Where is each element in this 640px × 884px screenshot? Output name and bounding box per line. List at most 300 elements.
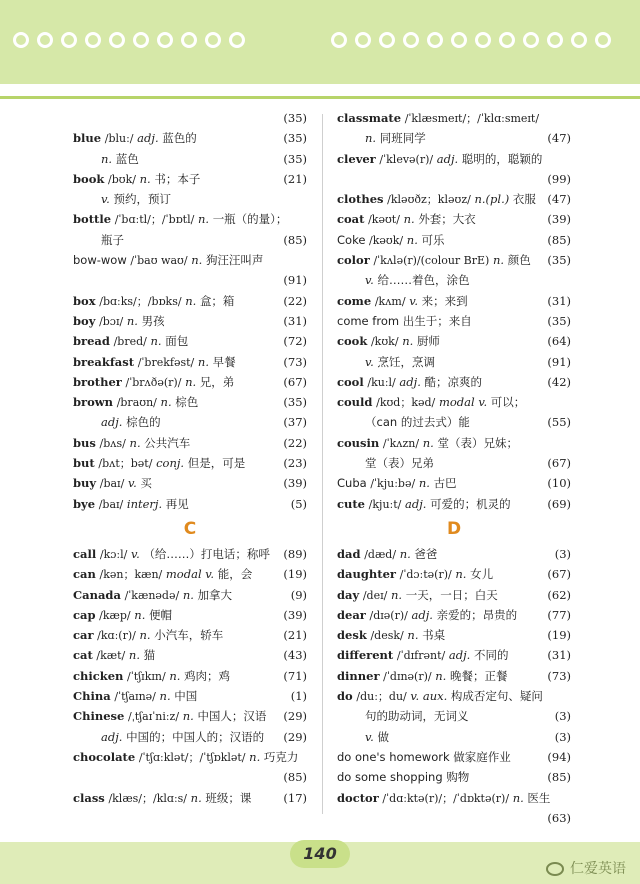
entry-page-ref: (35): [281, 392, 307, 412]
entry-phonetic: /kuːl/: [367, 375, 396, 389]
entry-headword: day: [337, 587, 360, 602]
entry-pos: adj.: [101, 415, 123, 430]
entry-phonetic: /deɪ/: [362, 588, 388, 602]
glossary-entry: [73, 372, 307, 392]
ring-icon: [331, 32, 347, 48]
entry-page-ref: (10): [545, 473, 571, 493]
entry-page-ref: (1): [289, 686, 307, 706]
entry-phonetic: /kəʊk/: [369, 233, 404, 247]
entry-headword: desk: [337, 628, 367, 643]
entry-pos: n.: [139, 628, 151, 643]
ring-icon: [475, 32, 491, 48]
entry-definition: 蓝色的: [162, 131, 197, 146]
entry-pos: v.: [365, 273, 374, 288]
entry-headword: doctor: [337, 790, 379, 805]
entry-page-ref: (9): [289, 585, 307, 605]
entry-phonetic: /kləʊðz；kləʊz/: [387, 193, 471, 207]
glossary-entry: [337, 788, 571, 808]
entry-page-ref: (37): [281, 412, 307, 432]
entry-definition: 出生于；来自: [402, 313, 472, 328]
glossary-entry: [337, 747, 571, 767]
entry-headword: come: [337, 293, 372, 308]
entry-phonetic: /ˈdɑːktə(r)/；/ˈdɒktə(r)/: [382, 791, 510, 805]
watermark: [546, 858, 626, 878]
entry-phonetic: /kʌm/: [374, 294, 406, 308]
section-letter: C: [183, 518, 197, 539]
glossary-entry: [337, 494, 571, 514]
ring-icon: [13, 32, 29, 48]
entry-headword: could: [337, 395, 373, 410]
glossary-entry: [73, 270, 307, 290]
glossary-entry: [73, 605, 307, 625]
glossary-entry: [337, 666, 571, 686]
entry-headword: cousin: [337, 435, 380, 450]
entry-page-ref: (5): [289, 494, 307, 514]
entry-definition: 堂（表）兄弟: [365, 456, 434, 471]
entry-pos: n.: [422, 435, 434, 450]
entry-phonetic: /ˈklæsmeɪt/；/ˈklɑːsmeɪt/: [404, 112, 540, 125]
entry-headword: blue: [73, 131, 102, 146]
glossary-entry: [337, 433, 571, 453]
entry-definition: 再见: [165, 496, 189, 511]
ring-icon: [595, 32, 611, 48]
glossary-entry: [337, 473, 571, 493]
entry-definition: 给……着色，涂色: [377, 273, 470, 288]
entry-phonetic: /ˈkjuːbə/: [370, 477, 416, 491]
entry-pos: n.: [197, 354, 209, 369]
glossary-entry: [337, 352, 571, 372]
entry-pos: n.: [418, 476, 430, 491]
entry-phonetic: /duː；du/: [356, 690, 407, 704]
glossary-entry: [337, 149, 571, 169]
entry-phonetic: /ˈtʃɪkɪn/: [127, 669, 166, 683]
entry-definition: 早餐: [212, 354, 236, 369]
entry-phonetic: /ˈtʃaɪnə/: [114, 690, 156, 704]
entry-definition: 堂（表）兄妹；: [437, 435, 518, 450]
entry-headword: do some shopping: [337, 770, 443, 785]
ring-icon: [229, 32, 245, 48]
entry-pos: n.: [134, 607, 146, 622]
ring-icon: [37, 32, 53, 48]
entry-definition: 鸡肉；鸡: [184, 668, 231, 683]
entry-pos: n.: [182, 709, 194, 724]
entry-pos: n.: [101, 151, 113, 166]
entry-page-ref: (99): [545, 169, 571, 189]
entry-phonetic: /klæs/；/klɑːs/: [108, 791, 188, 805]
entry-pos: n.: [390, 587, 403, 602]
entry-pos: n.: [160, 395, 172, 410]
entry-page-ref: (31): [545, 645, 571, 665]
entry-pos: n.: [407, 628, 419, 643]
entry-phonetic: /dɪə(r)/: [369, 608, 408, 622]
entry-phonetic: /bluː/: [104, 132, 134, 146]
entry-page-ref: (67): [281, 372, 307, 392]
entry-headword: boy: [73, 313, 96, 328]
entry-definition: 厨师: [416, 334, 440, 349]
glossary-entry: [73, 666, 307, 686]
entry-page-ref: (35): [545, 311, 571, 331]
glossary-entry: [73, 352, 307, 372]
entry-definition: 构成否定句、疑问: [450, 689, 543, 704]
ring-icon: [379, 32, 395, 48]
glossary-entry: [73, 494, 307, 514]
entry-phonetic: /kɑː(r)/: [97, 629, 136, 643]
glossary-entry: [73, 767, 307, 787]
entry-definition: 一天，一日；白天: [405, 587, 498, 602]
entry-definition: 烹饪，烹调: [377, 354, 435, 369]
entry-definition: 公共汽车: [144, 435, 191, 450]
glossary-entry: [337, 230, 571, 250]
entry-phonetic: /braʊn/: [116, 396, 157, 410]
entry-headword: buy: [73, 476, 97, 491]
entry-pos: n.: [126, 313, 138, 328]
ring-icon: [205, 32, 221, 48]
entry-definition: 兄，弟: [199, 374, 235, 389]
entry-definition: 爸爸: [414, 546, 438, 561]
entry-definition: 聪明的，聪颖的: [461, 151, 543, 166]
entry-pos: n.: [150, 334, 162, 349]
entry-pos: n.: [139, 171, 151, 186]
entry-definition: 亲爱的；昂贵的: [436, 607, 518, 622]
entry-headword: daughter: [337, 567, 396, 582]
glossary-entry: [337, 453, 571, 473]
entry-page-ref: (63): [545, 808, 571, 828]
entry-phonetic: /ˈdɪfrənt/: [396, 649, 446, 663]
glossary-entry: [337, 727, 571, 747]
entry-definition: 晚餐；正餐: [449, 668, 508, 683]
entry-headword: do: [337, 689, 353, 704]
entry-pos: modal v.: [438, 395, 488, 410]
entry-phonetic: /kən；kæn/: [99, 568, 163, 582]
entry-pos: n.: [402, 334, 414, 349]
entry-headword: cap: [73, 607, 96, 622]
glossary-column-left: [73, 108, 307, 808]
entry-definition: 女儿: [470, 567, 494, 582]
entry-page-ref: (39): [281, 473, 307, 493]
entry-pos: n.: [365, 131, 377, 146]
entry-phonetic: /ˈdɔːtə(r)/: [399, 568, 452, 582]
entry-phonetic: /kjuːt/: [368, 497, 402, 511]
entry-pos: n.: [403, 212, 415, 227]
entry-headword: bottle: [73, 212, 112, 227]
entry-definition: 预约，预订: [113, 192, 171, 207]
entry-definition: 做家庭作业: [453, 749, 511, 764]
entry-pos: modal v.: [165, 567, 215, 582]
glossary-entry: [73, 625, 307, 645]
entry-pos: v.: [130, 546, 140, 561]
ring-icon: [571, 32, 587, 48]
entry-definition: 盒；箱: [199, 293, 235, 308]
entry-page-ref: (77): [545, 605, 571, 625]
entry-phonetic: /ˈkʌzn/: [382, 436, 420, 450]
glossary-entry: [337, 331, 571, 351]
entry-headword: call: [73, 546, 97, 561]
entry-definition: 棕色的: [126, 415, 161, 430]
entry-page-ref: (35): [545, 250, 571, 270]
entry-page-ref: (89): [281, 544, 307, 564]
entry-definition: 买: [140, 476, 152, 491]
entry-headword: do one's homework: [337, 749, 450, 764]
entry-phonetic: /bɔɪ/: [99, 314, 124, 328]
entry-page-ref: (21): [281, 625, 307, 645]
glossary-entry: [73, 747, 307, 767]
glossary-entry: [73, 564, 307, 584]
entry-page-ref: (91): [545, 352, 571, 372]
entry-pos: n.: [399, 546, 411, 561]
entry-definition: 不同的: [473, 648, 509, 663]
entry-page-ref: (31): [281, 311, 307, 331]
entry-definition: 同班同学: [379, 131, 426, 146]
glossary-entry: [73, 706, 307, 726]
watermark-text: 仁爱英语: [570, 861, 626, 877]
entry-page-ref: (47): [545, 128, 571, 148]
ring-icon: [85, 32, 101, 48]
entry-headword: chicken: [73, 668, 124, 683]
entry-pos: n.: [197, 212, 210, 227]
entry-phonetic: /ˈkʌlə(r)/(colour BrE): [373, 254, 490, 268]
glossary-entry: [73, 108, 307, 128]
entry-definition: 书；本子: [154, 171, 201, 186]
entry-pos: n.: [129, 435, 141, 450]
entry-headword: car: [73, 628, 94, 643]
entry-page-ref: (64): [545, 331, 571, 351]
entry-page-ref: (3): [553, 544, 571, 564]
entry-definition: 颜色: [507, 253, 531, 268]
entry-definition: 便帽: [149, 607, 172, 622]
entry-phonetic: /kʊd；kəd/: [376, 396, 436, 410]
entry-pos: v. aux.: [410, 689, 448, 704]
entry-definition: 瓶子: [101, 232, 124, 247]
glossary-entry: [73, 189, 307, 209]
entry-definition: 来；来到: [421, 293, 468, 308]
entry-headword: bye: [73, 496, 96, 511]
glossary-entry: [337, 808, 571, 828]
ring-icon: [403, 32, 419, 48]
chat-bubble-icon: [546, 862, 564, 876]
ring-icon: [499, 32, 515, 48]
entry-page-ref: (85): [281, 767, 307, 787]
entry-page-ref: (31): [545, 291, 571, 311]
entry-page-ref: (19): [545, 625, 571, 645]
entry-pos: n.: [493, 253, 505, 268]
entry-headword: Coke: [337, 232, 366, 247]
entry-page-ref: (62): [545, 585, 571, 605]
entry-definition: 可以；: [490, 395, 526, 410]
glossary-entry: [337, 392, 571, 412]
ring-icon: [157, 32, 173, 48]
entry-page-ref: (35): [281, 108, 307, 128]
entry-headword: dinner: [337, 668, 380, 683]
entry-pos: v.: [409, 293, 419, 308]
entry-pos: n.(pl.): [474, 192, 510, 207]
entry-definition: 猫: [143, 648, 156, 663]
entry-definition: 一瓶（的量）；: [212, 212, 288, 227]
entry-definition: 但是，可是: [187, 456, 246, 471]
entry-phonetic: /ˈkænədə/: [124, 588, 180, 602]
entry-pos: n.: [185, 293, 197, 308]
entry-definition: 能，会: [217, 567, 253, 582]
entry-phonetic: /kʊk/: [370, 335, 399, 349]
entry-page-ref: (39): [545, 209, 571, 229]
entry-headword: cute: [337, 496, 365, 511]
entry-pos: adj.: [101, 729, 123, 744]
entry-pos: n.: [191, 253, 203, 268]
entry-phonetic: /kəʊt/: [368, 213, 400, 227]
entry-definition: 购物: [446, 770, 470, 785]
glossary-entry: [337, 645, 571, 665]
entry-definition: 中国人；汉语: [197, 709, 267, 724]
entry-pos: n.: [406, 232, 418, 247]
entry-phonetic: /kæt/: [96, 649, 126, 663]
entry-phonetic: /baɪ/: [99, 477, 125, 491]
entry-headword: color: [337, 253, 370, 268]
entry-page-ref: (71): [281, 666, 307, 686]
entry-headword: book: [73, 171, 105, 186]
entry-definition: 衣服: [512, 192, 536, 207]
entry-headword: breakfast: [73, 354, 135, 369]
entry-headword: Chinese: [73, 709, 125, 724]
glossary-entry: [73, 209, 307, 229]
glossary-entry: [73, 412, 307, 432]
entry-pos: n.: [512, 790, 524, 805]
entry-definition: 小汽车，轿车: [154, 628, 224, 643]
glossary-entry: [73, 311, 307, 331]
entry-pos: conj.: [156, 456, 185, 471]
entry-headword: Canada: [73, 587, 121, 602]
entry-page-ref: (19): [281, 564, 307, 584]
entry-page-ref: (17): [281, 788, 307, 808]
entry-definition: 外套；大衣: [418, 212, 476, 227]
entry-pos: v.: [365, 729, 374, 744]
entry-page-ref: (94): [545, 747, 571, 767]
entry-pos: v.: [127, 476, 137, 491]
entry-headword: cat: [73, 648, 93, 663]
entry-page-ref: (73): [545, 666, 571, 686]
entry-pos: adj.: [448, 648, 471, 663]
entry-definition: 书桌: [422, 628, 446, 643]
entry-pos: n.: [435, 668, 447, 683]
ring-icon: [355, 32, 371, 48]
glossary-entry: [337, 189, 571, 209]
entry-definition: 棕色: [175, 395, 199, 410]
ring-icon: [61, 32, 77, 48]
entry-phonetic: /dæd/: [364, 547, 397, 561]
entry-pos: adj.: [411, 607, 433, 622]
glossary-entry: [337, 544, 571, 564]
entry-page-ref: (72): [281, 331, 307, 351]
ring-icon: [523, 32, 539, 48]
entry-headword: dad: [337, 546, 361, 561]
entry-phonetic: /ˈtʃɑːklət/；/ˈtʃɒklət/: [138, 750, 246, 764]
entry-pos: interj.: [126, 496, 163, 511]
glossary-entry: [337, 706, 571, 726]
entry-phonetic: /ˈbaʊ waʊ/: [130, 254, 188, 268]
entry-phonetic: /ˈbrekfəst/: [137, 355, 195, 369]
entry-page-ref: (47): [545, 189, 571, 209]
entry-page-ref: (21): [281, 169, 307, 189]
glossary-entry: [73, 250, 307, 270]
entry-headword: can: [73, 567, 96, 582]
entry-page-ref: (67): [545, 564, 571, 584]
entry-page-ref: (23): [281, 453, 307, 473]
ring-icon: [109, 32, 125, 48]
entry-definition: （给……）打电话；称呼: [143, 546, 270, 561]
entry-phonetic: /ˈbɑːtl/；/ˈbɒtl/: [114, 213, 195, 227]
entry-headword: come from: [337, 313, 400, 328]
entry-headword: cook: [337, 334, 368, 349]
entry-pos: adj.: [436, 151, 459, 166]
entry-pos: n.: [249, 749, 261, 764]
glossary-entry: [73, 727, 307, 747]
entry-page-ref: (35): [281, 128, 307, 148]
entry-phonetic: /ˈbrʌðə(r)/: [125, 375, 182, 389]
glossary-entry: [337, 250, 571, 270]
entry-definition: 加拿大: [197, 587, 233, 602]
glossary-entry: [337, 564, 571, 584]
entry-definition: 中国的；中国人的；汉语的: [126, 729, 265, 744]
entry-page-ref: (42): [545, 372, 571, 392]
entry-page-ref: (29): [281, 727, 307, 747]
glossary-entry: [337, 209, 571, 229]
entry-phonetic: /bʊk/: [108, 172, 136, 186]
section-letter: D: [446, 518, 462, 539]
entry-definition: 酷；凉爽的: [424, 374, 483, 389]
entry-definition: 中国: [174, 689, 198, 704]
entry-headword: clever: [337, 151, 376, 166]
glossary-entry: [73, 686, 307, 706]
ring-icon: [547, 32, 563, 48]
entry-headword: chocolate: [73, 749, 136, 764]
entry-page-ref: (3): [553, 727, 571, 747]
glossary-entry: [337, 108, 571, 128]
entry-phonetic: /bʌt；bət/: [98, 457, 153, 471]
entry-definition: 巧克力: [263, 749, 299, 764]
entry-definition: 古巴: [433, 476, 457, 491]
entry-headword: classmate: [337, 111, 402, 125]
entry-pos: n.: [169, 668, 181, 683]
entry-phonetic: /kæp/: [99, 608, 131, 622]
glossary-column-right: [337, 108, 571, 828]
entry-phonetic: /bɑːks/；/bɒks/: [99, 294, 182, 308]
entry-pos: adj.: [137, 131, 159, 146]
glossary-entry: [73, 149, 307, 169]
entry-headword: brother: [73, 374, 122, 389]
glossary-entry: [73, 392, 307, 412]
entry-phonetic: /kɔːl/: [99, 547, 128, 561]
glossary-entry: [73, 169, 307, 189]
page-number: 140: [290, 840, 350, 868]
glossary-entry: [337, 128, 571, 148]
entry-page-ref: (43): [281, 645, 307, 665]
header-rule: [0, 96, 640, 99]
entry-pos: adj.: [399, 374, 421, 389]
glossary-entry: [73, 230, 307, 250]
entry-headword: cool: [337, 374, 364, 389]
entry-pos: n.: [159, 689, 171, 704]
glossary-entry: [337, 625, 571, 645]
entry-definition: 男孩: [141, 313, 165, 328]
entry-definition: 蓝色: [115, 151, 139, 166]
entry-headword: bow-wow: [73, 253, 127, 268]
entry-pos: v.: [365, 354, 374, 369]
entry-page-ref: (22): [281, 291, 307, 311]
entry-pos: adj.: [405, 496, 427, 511]
glossary-entry: [337, 585, 571, 605]
entry-definition: 班级；课: [205, 790, 252, 805]
entry-headword: coat: [337, 212, 365, 227]
glossary-entry: [337, 767, 571, 787]
entry-definition: 面包: [165, 334, 189, 349]
